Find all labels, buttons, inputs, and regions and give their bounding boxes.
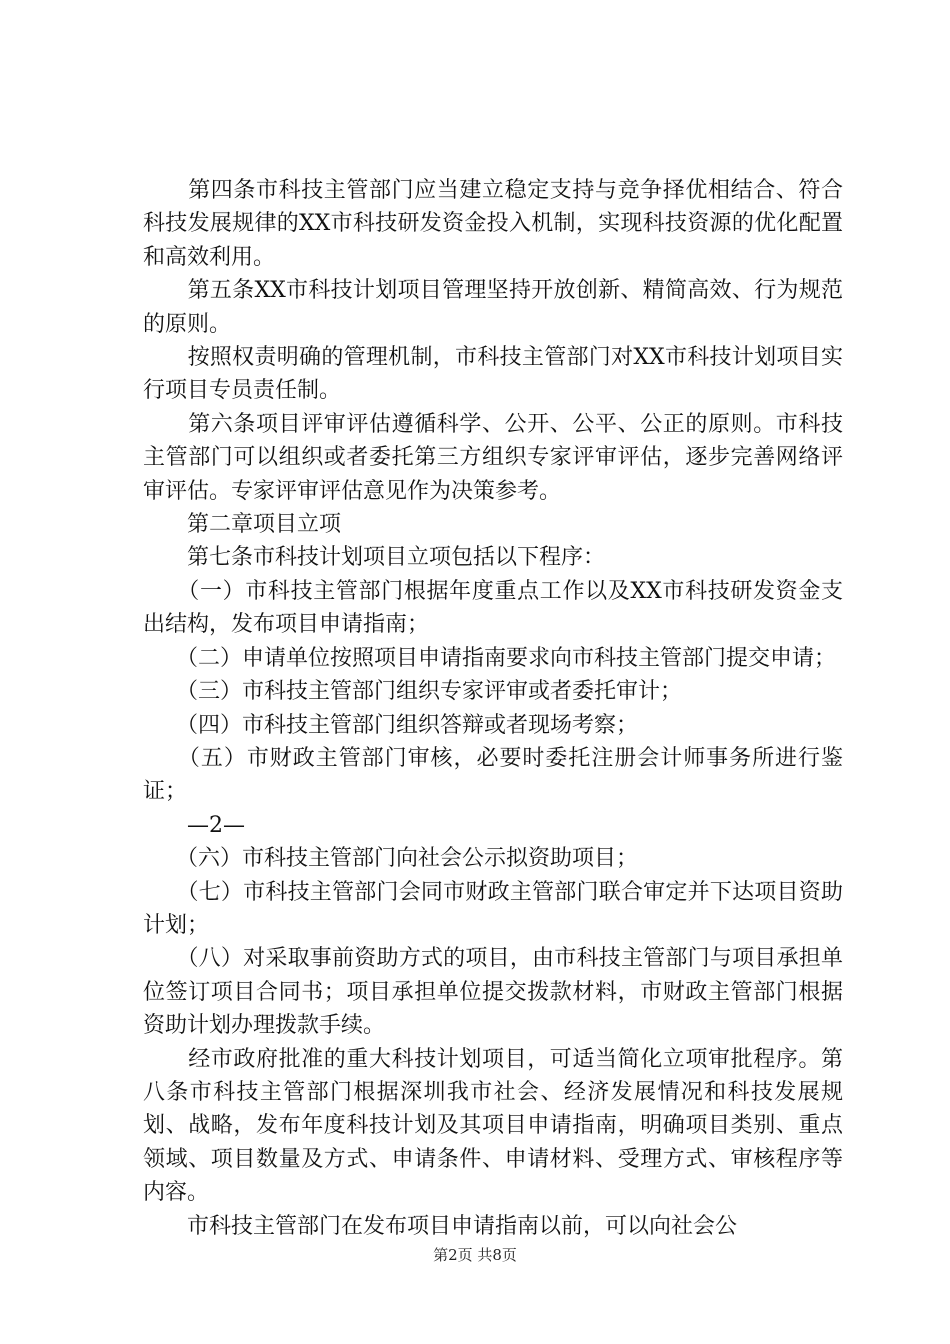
list-item-7: （七）市科技主管部门会同市财政主管部门联合审定并下达项目资助计划； [143,879,843,938]
list-item-8: （八）对采取事前资助方式的项目，由市科技主管部门与项目承担单位签订项目合同书；项目承担单位提交拨款材料，市财政主管部门根据资助计划办理拨款手续。 [143,946,843,1039]
paragraph-article-8: 经市政府批准的重大科技计划项目，可适当简化立项审批程序。第八条市科技主管部门根据深圳我市社会、经济发展情况和科技发展规划、战略，发布年度科技计划及其项目申请指南，明确项目类别、重点领域、项目数量及方式、申请条件、申请材料、受理方式、审核程序等内容。 [143,1046,843,1206]
list-item-2: （二）申请单位按照项目申请指南要求向市科技主管部门提交申请； [143,645,837,671]
document-body [143,174,843,1243]
page-footer: 第2页 共8页 [433,1246,517,1264]
inline-page-marker: —2— [143,812,245,838]
paragraph-article-5: 第五条XX市科技计划项目管理坚持开放创新、精简高效、行为规范的原则。 [143,278,843,337]
paragraph-article-7: 第七条市科技计划项目立项包括以下程序： [143,545,606,571]
list-item-5: （五）市财政主管部门审核，必要时委托注册会计师事务所进行鉴证； [143,745,843,805]
chapter-heading: 第二章项目立项 [143,512,342,538]
list-item-3: （三）市科技主管部门组织专家评审或者委托审计； [143,679,683,705]
paragraph-guide-release: 市科技主管部门在发布项目申请指南以前，可以向社会公 [143,1213,738,1239]
list-item-1: （一）市科技主管部门根据年度重点工作以及XX市科技研发资金支出结构，发布项目申请指南； [143,578,843,638]
paragraph-article-6: 第六条项目评审评估遵循科学、公开、公平、公正的原则。市科技主管部门可以组织或者委托第三方组织专家评审评估，逐步完善网络评审评估。专家评审评估意见作为决策参考。 [143,411,843,504]
paragraph-responsibility: 按照权责明确的管理机制，市科技主管部门对XX市科技计划项目实行项目专员责任制。 [143,345,843,404]
paragraph-article-4: 第四条市科技主管部门应当建立稳定支持与竞争择优相结合、符合科技发展规律的XX市科技研发资金投入机制，实现科技资源的优化配置和高效利用。 [143,178,843,270]
list-item-4: （四）市科技主管部门组织答辩或者现场考察； [143,712,639,738]
list-item-6: （六）市科技主管部门向社会公示拟资助项目； [143,846,639,872]
